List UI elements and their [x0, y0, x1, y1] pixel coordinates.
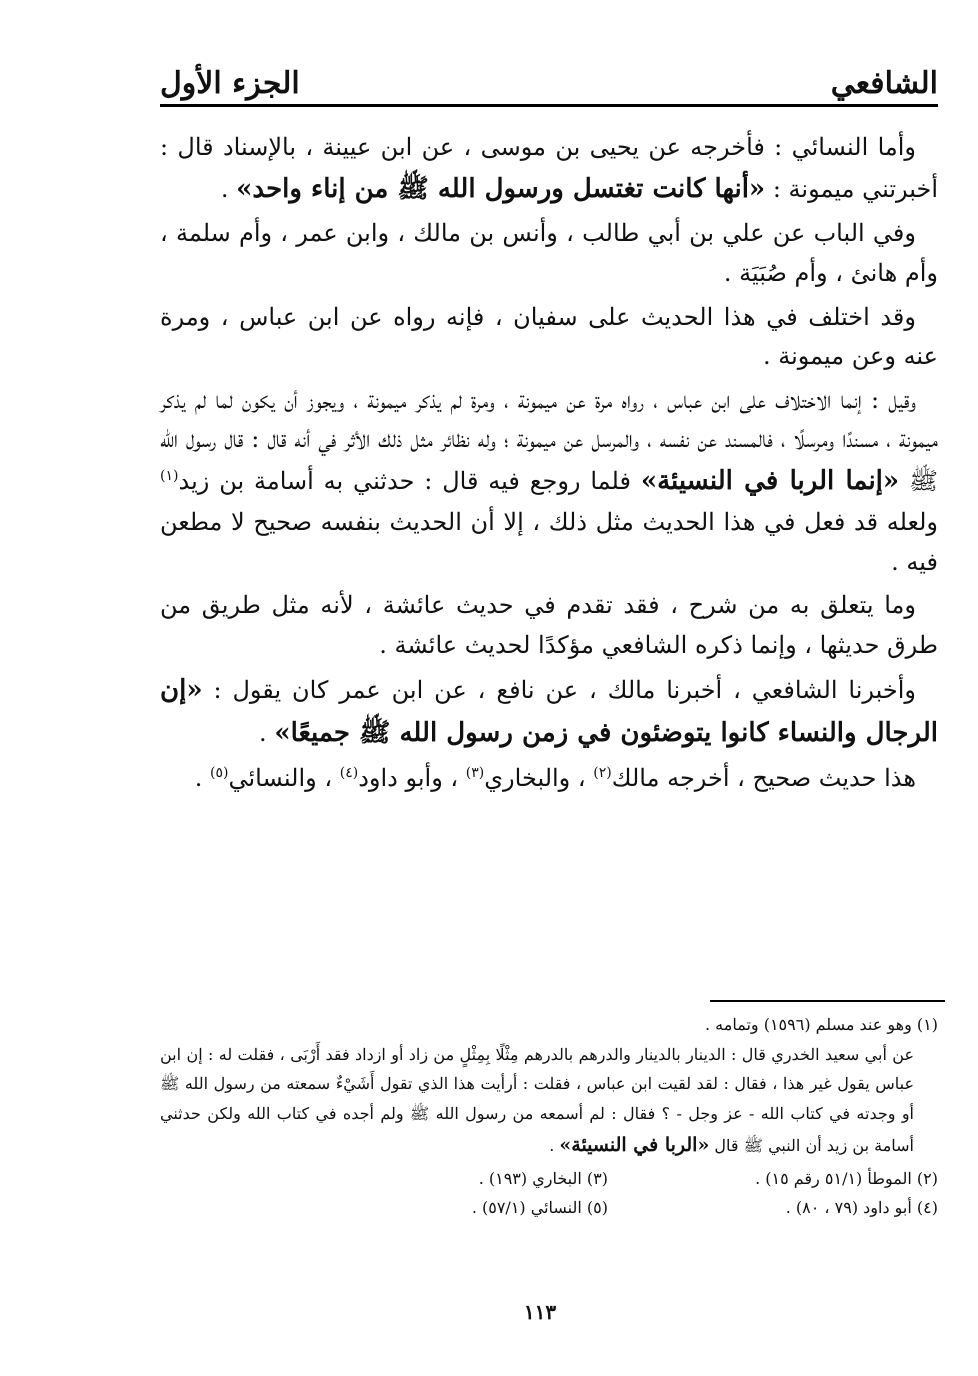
hadith-quote: «إن الرجال والنساء كانوا يتوضئون في زمن رسول الله ﷺ جميعًا» [160, 675, 938, 749]
footnote-row [160, 1164, 938, 1194]
page-number: ١١٣ [523, 1300, 557, 1324]
footnote-rule [710, 1000, 945, 1002]
footnote-3: (٣) البخاري (١٩٣) . [478, 1168, 608, 1188]
hadith-quote: «إنما الربا في النسيئة» [640, 466, 900, 497]
paragraph-text: وما يتعلق به من شرح ، فقد تقدم في حديث عائشة ، لأنه مثل طريق من طرق حديثها ، وإنما ذكره الشافعي مؤكدًا لحديث عائشة . [160, 591, 938, 659]
paragraph-text: . [194, 764, 211, 793]
paragraph [160, 759, 938, 799]
paragraph-text: وفي الباب عن علي بن أبي طالب ، وأنس بن مالك ، وابن عمر ، وأم سلمة ، وأم هانئ ، وأم صُبَيَة . [160, 219, 938, 288]
paragraph-text: فلما روجع فيه قال : حدثني به أسامة بن زيد [178, 467, 641, 496]
footnote-text: . [549, 1136, 560, 1156]
paragraph [160, 669, 938, 755]
footnote-text: عن أبي سعيد الخدري قال : الدينار بالدينار والدرهم بالدرهم مِثْلًا بِمِثْلٍ من زاد أو ازداد فقد أَرْبَى ، فقلت له : إن ابن عباس يقول غير هذا ، فقال : لقد لقيت ابن عباس ، فقلت : أرأيت هذا الذي تقول أَشَيْءٌ سمعته من رسول الله ﷺ أو وجدته في كتاب الله - عز وجل - ؟ فقال : لم أسمعه من رسول الله ﷺ ولم أجده في كتاب الله ولكن حدثني أسامة بن زيد أن النبي ﷺ قال [160, 1044, 914, 1156]
footnote-2: (٢) الموطأ (٥١/١ رقم ١٥) . [755, 1168, 938, 1188]
footnote-marker[interactable]: (٥) [210, 765, 229, 782]
header-volume-title: الجزء الأول [160, 66, 300, 101]
paragraph [160, 381, 938, 582]
footnote-marker[interactable]: (٢) [593, 765, 612, 782]
footnote-5: (٥) النسائي (٥٧/١) . [471, 1198, 608, 1218]
paragraph-text: وأخبرنا الشافعي ، أخبرنا مالك ، عن نافع ، عن ابن عمر كان يقول : [202, 676, 917, 705]
footnote-marker[interactable]: (٤) [339, 765, 359, 782]
footnote-row [160, 1193, 938, 1223]
paragraph-text: وقد اختلف في هذا الحديث على سفيان ، فإنه رواه عن ابن عباس ، ومرة عنه وعن ميمونة . [160, 302, 938, 371]
header-book-title: الشافعي [830, 66, 938, 101]
footnote-quote: «الربا في النسيئة» [559, 1134, 710, 1157]
footnote-marker[interactable]: (١) [160, 468, 179, 485]
footnote-marker[interactable]: (٣) [465, 765, 485, 782]
paragraph-text: . [220, 174, 237, 203]
footnote-1-intro: (١) وهو عند مسلم (١٥٩٦) وتمامه . [705, 1015, 938, 1034]
paragraph-text: ولعله قد فعل في هذا الحديث مثل ذلك ، إلا أن الحديث بنفسه صحيح لا مطعن فيه . [160, 507, 938, 576]
footnote-1-text [160, 1040, 938, 1164]
header-rule [160, 104, 938, 107]
paragraph-text: ، والنسائي [228, 764, 340, 793]
paragraph-text: هذا حديث صحيح ، أخرجه مالك [611, 764, 916, 793]
main-text [160, 128, 938, 803]
paragraph-text: وقيل : إنما الاختلاف على ابن عباس ، رواه مرة عن ميمونة ، ومرة لم يذكر ميمونة ، ويجوز أن يكون لما لم يذكر ميمونة ، مسندًا ومرسلًا ، فالمسند عن نفسه ، والمرسل عن ميمونة ؛ وله نظائر مثل ذلك الأثر في أنه قال : قال رسول الله ﷺ [160, 385, 939, 496]
paragraph-text: ، وأبو داود [358, 764, 466, 793]
paragraph [160, 214, 938, 293]
paragraph [160, 298, 938, 377]
page-header [160, 55, 938, 101]
footnote-4: (٤) أبو داود (٧٩ ، ٨٠) . [785, 1198, 938, 1218]
paragraph [160, 128, 938, 210]
paragraph-text: . [259, 719, 275, 748]
hadith-quote: «أنها كانت تغتسل ورسول الله ﷺ من إناء واحد» [236, 173, 766, 204]
paragraph-text: ، والبخاري [484, 764, 594, 793]
paragraph [160, 586, 938, 665]
paragraph-text: وأما النسائي : فأخرجه عن يحيى بن موسى ، عن ابن عيينة ، بالإسناد قال : أخبرتني ميمونة : [160, 133, 938, 203]
footnotes [160, 1010, 938, 1223]
